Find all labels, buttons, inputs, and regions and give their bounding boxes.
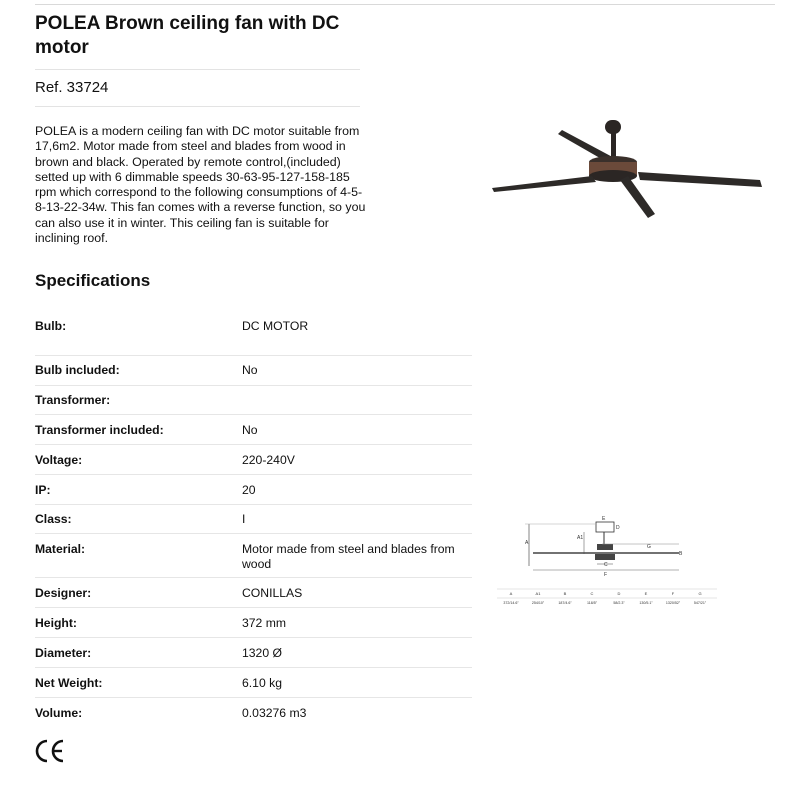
spec-label: Class: [35,512,72,526]
dim-table-header: A1 [535,591,541,596]
dim-table-value: 118/5" [586,601,598,605]
dimension-diagram [497,514,722,609]
dim-motor-shape [597,544,613,550]
fan-blade-front [620,176,655,218]
spec-value: 6.10 kg [242,676,282,690]
spec-label: IP: [35,483,51,497]
product-ref: Ref. 33724 [35,79,109,96]
spec-value: 1320 Ø [242,646,282,660]
dim-canopy-shape [596,522,614,532]
spec-label: Net Weight: [35,676,103,690]
dim-table-header: G [698,591,702,596]
dim-label-a: A [525,540,529,546]
spec-label: Transformer: [35,393,111,407]
spec-label: Volume: [35,706,83,720]
dim-table-value: 187/4.6" [558,601,572,605]
spec-value: No [242,363,258,377]
spec-value: Motor made from steel and blades from wood [242,542,455,571]
spec-label: Material: [35,542,86,556]
ref-divider [35,106,360,107]
top-divider [35,4,775,5]
fan-blade-right [638,172,762,187]
fan-product-image [488,110,778,220]
dim-table-value: 372/14.6" [503,601,519,605]
fan-canopy [605,120,621,134]
dim-table-value: 58/2.3" [613,601,625,605]
dim-table-header: C [590,591,594,596]
spec-value: No [242,423,258,437]
dim-label-g: G [647,544,651,550]
spec-value: 220-240V [242,453,295,467]
product-description: POLEA is a modern ceiling fan with DC motor suitable from 17,6m2. Motor made from steel and blades from wood in brown and black. Operated by remote control,(included) setted up with 6 dimmable speeds 30-63-95-127-158-185 rpm which correspond to the following consumptions of 4-5-8-13-22-34w. This fan comes with a reverse function, so you can also use it in winter. This ceiling fan is suitable for inclining roof. [35,124,366,246]
spec-label: Bulb included: [35,363,120,377]
spec-label: Bulb: [35,319,67,333]
ce-mark-icon [35,738,65,764]
spec-value: 372 mm [242,616,287,630]
dim-label-a1: A1 [577,535,584,541]
spec-label: Height: [35,616,77,630]
spec-value: CONILLAS [242,586,303,600]
spec-value: I [242,512,246,526]
dim-table-header: A [509,591,513,596]
spec-label: Transformer included: [35,423,164,437]
product-title: POLEA Brown ceiling fan with DC motor [35,13,340,58]
dim-table-header: D [617,591,621,596]
dim-label-e: E [602,516,606,522]
dim-label-d: D [616,525,620,531]
dim-table-value: 130/5.1" [639,601,653,605]
spec-value: 0.03276 m3 [242,706,307,720]
spec-label: Voltage: [35,453,83,467]
spec-label: Designer: [35,586,92,600]
dim-table-value: 254/10" [531,601,545,605]
spec-label: Diameter: [35,646,92,660]
title-divider [35,69,360,70]
dim-table-header: F [671,591,675,596]
spec-value: DC MOTOR [242,319,309,333]
spec-value: 20 [242,483,256,497]
dim-table-value: 1320/52" [665,601,681,605]
dim-table-header: B [563,591,567,596]
dim-label-c: C [604,562,608,568]
specifications-heading: Specifications [35,271,151,290]
dim-table-header: E [644,591,648,596]
dim-table-value: 547/21" [693,601,707,605]
dim-label-f: F [604,572,608,578]
fan-blade-left [492,176,596,192]
dim-label-b: B [679,551,683,557]
